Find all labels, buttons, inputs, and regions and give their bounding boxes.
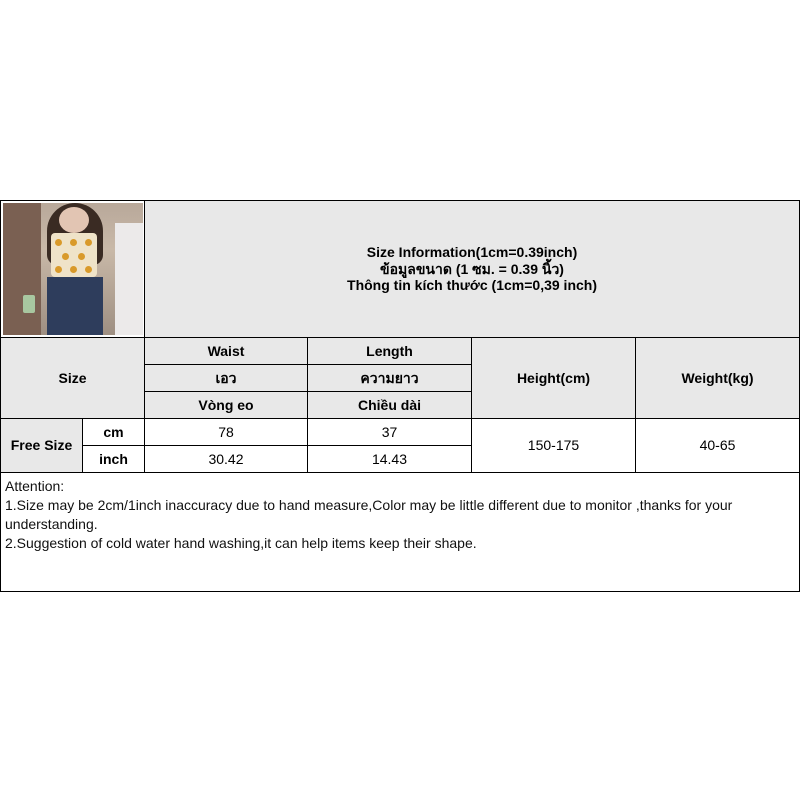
attention-heading: Attention: — [5, 478, 65, 494]
length-header-en: Length — [308, 338, 472, 365]
length-cm-value: 37 — [308, 419, 472, 446]
size-label: Size — [1, 338, 145, 419]
length-header-th: ความยาว — [308, 365, 472, 392]
weight-value: 40-65 — [636, 419, 800, 473]
height-header: Height(cm) — [472, 338, 636, 419]
title-thai: ข้อมูลขนาด (1 ซม. = 0.39 นิ้ว) — [380, 260, 564, 277]
waist-header-en: Waist — [145, 338, 308, 365]
length-header-vi: Chiều dài — [308, 392, 472, 419]
free-size-label: Free Size — [1, 419, 83, 473]
unit-inch: inch — [83, 446, 145, 473]
waist-header-th: เอว — [145, 365, 308, 392]
product-photo-cell — [1, 201, 145, 338]
size-table — [0, 200, 800, 592]
title-vietnamese: Thông tin kích thước (1cm=0,39 inch) — [347, 277, 597, 294]
weight-header: Weight(kg) — [636, 338, 800, 419]
size-info-title — [145, 201, 800, 338]
attention-note-1: 1.Size may be 2cm/1inch inaccuracy due to hand measure,Color may be little different due to monitor ,thanks for your understanding. — [5, 497, 733, 532]
waist-cm-value: 78 — [145, 419, 308, 446]
attention-notes — [1, 473, 800, 592]
attention-note-2: 2.Suggestion of cold water hand washing,it can help items keep their shape. — [5, 535, 477, 551]
length-inch-value: 14.43 — [308, 446, 472, 473]
unit-cm: cm — [83, 419, 145, 446]
size-chart — [0, 200, 800, 592]
title-english: Size Information(1cm=0.39inch) — [366, 243, 578, 260]
waist-inch-value: 30.42 — [145, 446, 308, 473]
product-photo — [3, 203, 143, 335]
waist-header-vi: Vòng eo — [145, 392, 308, 419]
height-value: 150-175 — [472, 419, 636, 473]
